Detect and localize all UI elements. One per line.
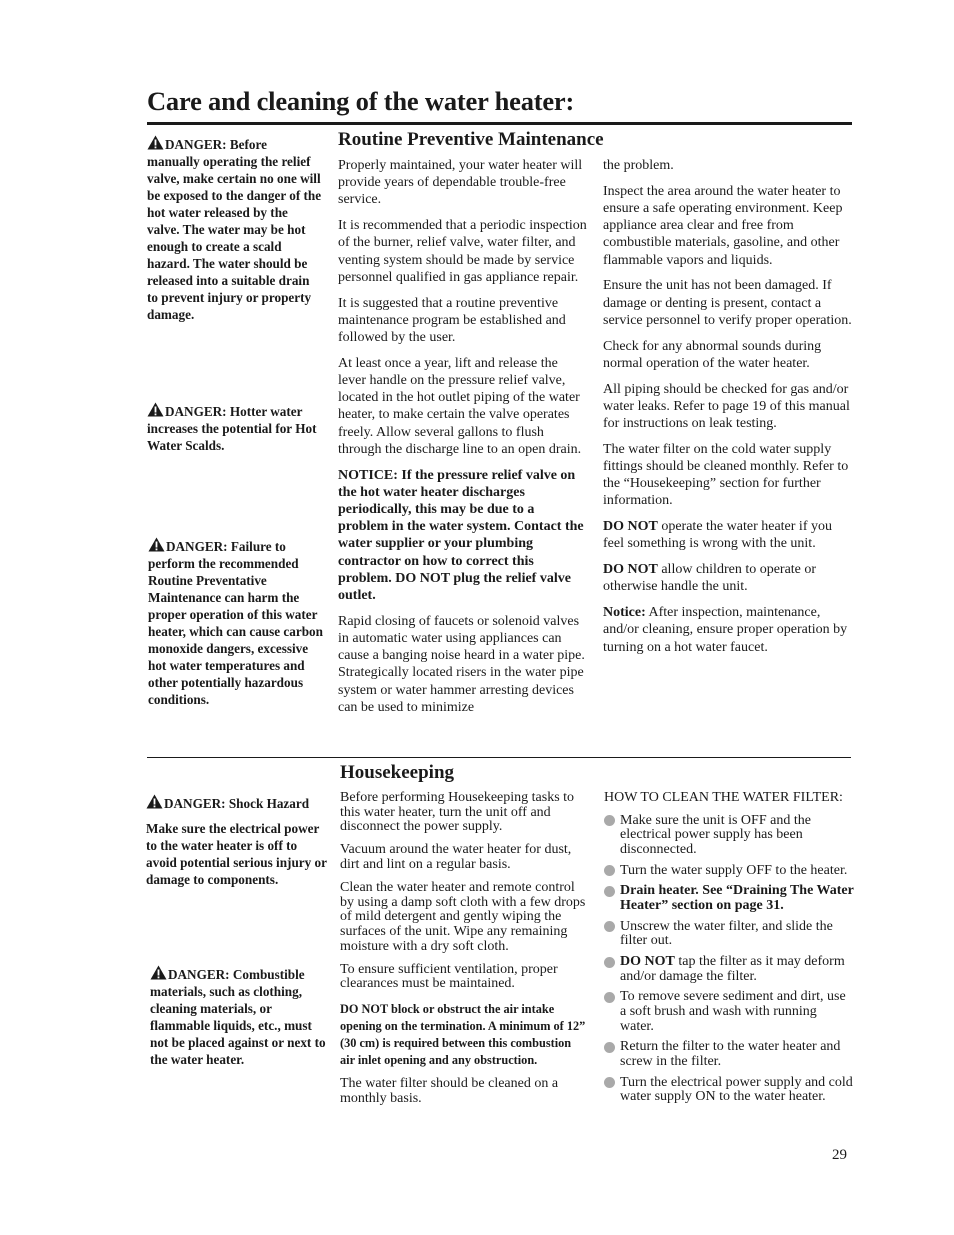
bullet-dot-icon bbox=[604, 815, 615, 826]
warning-triangle-icon bbox=[147, 402, 164, 417]
list-item: Drain heater. See “Draining The Water Heater” section on page 31. bbox=[604, 884, 854, 913]
paragraph: Rapid closing of faucets or solenoid valves in automatic water using appliances can cause a banging noise heard in a water pipe. Strategically located risers in the water pipe system or water hammer arresting devices can be used to minimize bbox=[338, 613, 585, 715]
page-number: 29 bbox=[832, 1147, 847, 1163]
section-heading-housekeeping: Housekeeping bbox=[340, 762, 455, 783]
paragraph: Notice: After inspection, maintenance, and/or cleaning, ensure proper operation by turning on a hot water faucet. bbox=[603, 605, 848, 655]
paragraph: At least once a year, lift and release the lever handle on the pressure relief valve, located in the hot outlet piping of the water heater, to make certain the valve operates freely. Allow several gallons to flush through the discharge line to an open drain. bbox=[338, 355, 582, 457]
bullet-dot-icon bbox=[604, 886, 615, 897]
section-divider bbox=[147, 757, 851, 758]
bullet-dot-icon bbox=[604, 865, 615, 876]
air-intake-notice: DO NOT block or obstruct the air intake opening on the termination. A minimum of 12” (30 cm) is required between this combustion air inlet opening and any obstruction. bbox=[340, 1001, 586, 1067]
list-item: Turn the water supply OFF to the heater. bbox=[604, 864, 854, 879]
paragraph: Properly maintained, your water heater will provide years of dependable trouble-free service. bbox=[338, 158, 583, 208]
paragraph: DO NOT allow children to operate or otherwise handle the unit. bbox=[603, 562, 817, 595]
warning-shock-hazard: DANGER: Shock Hazard Make sure the electrical power to the water heater is off to avoid potential serious injury or damage to components. bbox=[146, 796, 327, 887]
routine-left-column bbox=[338, 157, 588, 716]
paragraph: The water filter should be cleaned on a monthly basis. bbox=[340, 1076, 559, 1106]
list-item: Return the filter to the water heater and screw in the filter. bbox=[604, 1040, 854, 1069]
warning-triangle-icon bbox=[148, 537, 165, 552]
paragraph: All piping should be checked for gas and/or water leaks. Refer to page 19 of this manual for instructions on leak testing. bbox=[603, 381, 850, 432]
page-title: Care and cleaning of the water heater: bbox=[147, 86, 575, 116]
title-rule bbox=[147, 122, 852, 125]
warning-hotter-water: DANGER: Hotter water increases the potential for Hot Water Scalds. bbox=[147, 404, 317, 453]
list-item: Unscrew the water filter, and slide the filter out. bbox=[604, 920, 854, 949]
warning-triangle-icon bbox=[146, 794, 163, 809]
paragraph: Inspect the area around the water heater to ensure a safe operating environment. Keep appliance area clear and free from combustible materials, gasoline, and other flammable vapors and liquids. bbox=[603, 183, 843, 268]
paragraph: Ensure the unit has not been damaged. If damage or denting is present, contact a service personnel to verify proper operation. bbox=[603, 278, 852, 328]
warning-combustible: DANGER: Combustible materials, such as clothing, cleaning materials, or flammable liquids, etc., must not be placed against or next to the water heater. bbox=[150, 967, 326, 1067]
warning-relief-valve: DANGER: Before manually operating the relief valve, make certain no one will be exposed to the danger of the hot water released by the valve. The water may be hot enough to create a scald hazard. The water should be released into a suitable drain to prevent injury or property damage. bbox=[147, 137, 322, 322]
routine-right-column bbox=[603, 157, 855, 664]
bullet-dot-icon bbox=[604, 1042, 615, 1053]
paragraph: Clean the water heater and remote control by using a damp soft cloth with a few drops of mild detergent and gently wiping the surfaces of the unit. Wipe any remaining moisture with a dry soft cloth. bbox=[340, 880, 586, 954]
warning-triangle-icon bbox=[150, 965, 167, 980]
filter-steps-list bbox=[604, 814, 854, 1105]
paragraph: It is suggested that a routine preventive maintenance program be established and followed by the user. bbox=[338, 295, 566, 346]
paragraph: Vacuum around the water heater for dust, dirt and lint on a regular basis. bbox=[340, 842, 572, 872]
paragraph: DO NOT operate the water heater if you feel something is wrong with the unit. bbox=[603, 519, 832, 552]
list-item: Turn the electrical power supply and cold water supply ON to the water heater. bbox=[604, 1076, 854, 1105]
list-item: DO NOT tap the filter as it may deform and/or damage the filter. bbox=[604, 955, 854, 984]
paragraph: Before performing Housekeeping tasks to this water heater, turn the unit off and disconnect the power supply. bbox=[340, 790, 575, 835]
list-item: To remove severe sediment and dirt, use a soft brush and wash with running water. bbox=[604, 990, 854, 1034]
housekeeping-right-column bbox=[604, 791, 854, 1111]
paragraph: To ensure sufficient ventilation, proper clearances must be maintained. bbox=[340, 961, 558, 992]
warning-maintenance: DANGER: Failure to perform the recommended Routine Preventative Maintenance can harm the proper operation of this water heater, which can cause carbon monoxide dangers, excessive hot water temperatures and other potentially hazardous conditions. bbox=[148, 539, 323, 707]
paragraph: Check for any abnormal sounds during normal operation of the water heater. bbox=[603, 338, 822, 371]
paragraph: the problem. bbox=[603, 158, 674, 173]
section-heading-routine: Routine Preventive Maintenance bbox=[338, 129, 604, 150]
bullet-dot-icon bbox=[604, 921, 615, 932]
filter-heading: HOW TO CLEAN THE WATER FILTER: bbox=[604, 790, 843, 805]
paragraph: It is recommended that a periodic inspection of the burner, relief valve, water filter, and venting system should be made by service personnel qualified in gas appliance repair. bbox=[338, 218, 587, 285]
paragraph: The water filter on the cold water supply fittings should be cleaned monthly. Refer to the “Housekeeping” section for further information. bbox=[603, 441, 849, 509]
housekeeping-mid-column bbox=[340, 791, 586, 1115]
bullet-dot-icon bbox=[604, 1077, 615, 1088]
bullet-dot-icon bbox=[604, 992, 615, 1003]
list-item: Make sure the unit is OFF and the electrical power supply has been disconnected. bbox=[604, 814, 854, 858]
warning-triangle-icon bbox=[147, 135, 164, 150]
notice-relief-valve: NOTICE: If the pressure relief valve on the hot water heater discharges periodically, this may be due to a problem in the water system. Contact the water supplier or your plumbing contractor on how to correct this problem. DO NOT plug the relief valve outlet. bbox=[338, 467, 584, 604]
bullet-dot-icon bbox=[604, 957, 615, 968]
